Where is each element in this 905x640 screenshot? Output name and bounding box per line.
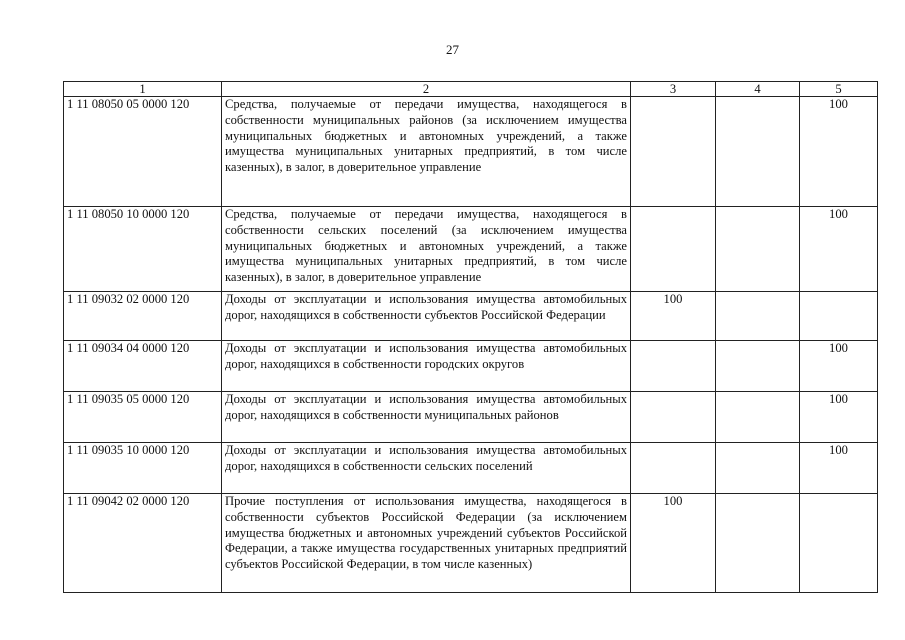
revenue-description: Прочие поступления от использования имущества, находящегося в собственности субъектов Российской Федерации (за исключением имущества бюджетных и автономных учреждений субъектов Российской Федерации, а также имущества государственных унитарных предприятий субъектов Российской Федерации, в том числе казенных)	[222, 494, 631, 593]
value-col3	[631, 443, 716, 494]
value-col3: 100	[631, 292, 716, 341]
revenue-code: 1 11 08050 05 0000 120	[64, 97, 222, 207]
value-col5	[800, 292, 878, 341]
revenue-code: 1 11 09035 05 0000 120	[64, 392, 222, 443]
revenue-code: 1 11 09034 04 0000 120	[64, 341, 222, 392]
revenue-code: 1 11 09032 02 0000 120	[64, 292, 222, 341]
value-col5: 100	[800, 443, 878, 494]
value-col5: 100	[800, 97, 878, 207]
column-header-3: 3	[631, 82, 716, 97]
value-col5: 100	[800, 392, 878, 443]
table-row	[64, 292, 878, 341]
value-col4	[716, 392, 800, 443]
value-col4	[716, 443, 800, 494]
table-header-row	[64, 82, 878, 97]
revenue-description: Доходы от эксплуатации и использования имущества автомобильных дорог, находящихся в собственности городских округов	[222, 341, 631, 392]
page-number: 27	[446, 42, 459, 57]
column-header-2: 2	[222, 82, 631, 97]
revenue-code: 1 11 08050 10 0000 120	[64, 207, 222, 292]
value-col4	[716, 207, 800, 292]
revenue-table	[63, 81, 878, 593]
table-row	[64, 392, 878, 443]
column-header-5: 5	[800, 82, 878, 97]
column-header-1: 1	[64, 82, 222, 97]
revenue-description: Доходы от эксплуатации и использования имущества автомобильных дорог, находящихся в собственности муниципальных районов	[222, 392, 631, 443]
value-col5	[800, 494, 878, 593]
table-row	[64, 97, 878, 207]
value-col3	[631, 392, 716, 443]
table-row	[64, 207, 878, 292]
value-col3: 100	[631, 494, 716, 593]
revenue-description: Средства, получаемые от передачи имущества, находящегося в собственности муниципальных районов (за исключением имущества муниципальных бюджетных и автономных учреждений, а также имущества муниципальных унитарных предприятий, в том числе казенных), в залог, в доверительное управление	[222, 97, 631, 207]
value-col4	[716, 494, 800, 593]
revenue-code: 1 11 09042 02 0000 120	[64, 494, 222, 593]
value-col5: 100	[800, 341, 878, 392]
revenue-description: Средства, получаемые от передачи имущества, находящегося в собственности сельских поселений (за исключением имущества муниципальных бюджетных и автономных учреждений, а также имущества муниципальных унитарных предприятий, в том числе казенных), в залог, в доверительное управление	[222, 207, 631, 292]
revenue-code: 1 11 09035 10 0000 120	[64, 443, 222, 494]
table-row	[64, 341, 878, 392]
revenue-description: Доходы от эксплуатации и использования имущества автомобильных дорог, находящихся в собственности субъектов Российской Федерации	[222, 292, 631, 341]
value-col5: 100	[800, 207, 878, 292]
value-col3	[631, 97, 716, 207]
value-col4	[716, 292, 800, 341]
table-row	[64, 443, 878, 494]
value-col4	[716, 341, 800, 392]
revenue-description: Доходы от эксплуатации и использования имущества автомобильных дорог, находящихся в собственности сельских поселений	[222, 443, 631, 494]
value-col4	[716, 97, 800, 207]
value-col3	[631, 341, 716, 392]
value-col3	[631, 207, 716, 292]
table-row	[64, 494, 878, 593]
column-header-4: 4	[716, 82, 800, 97]
